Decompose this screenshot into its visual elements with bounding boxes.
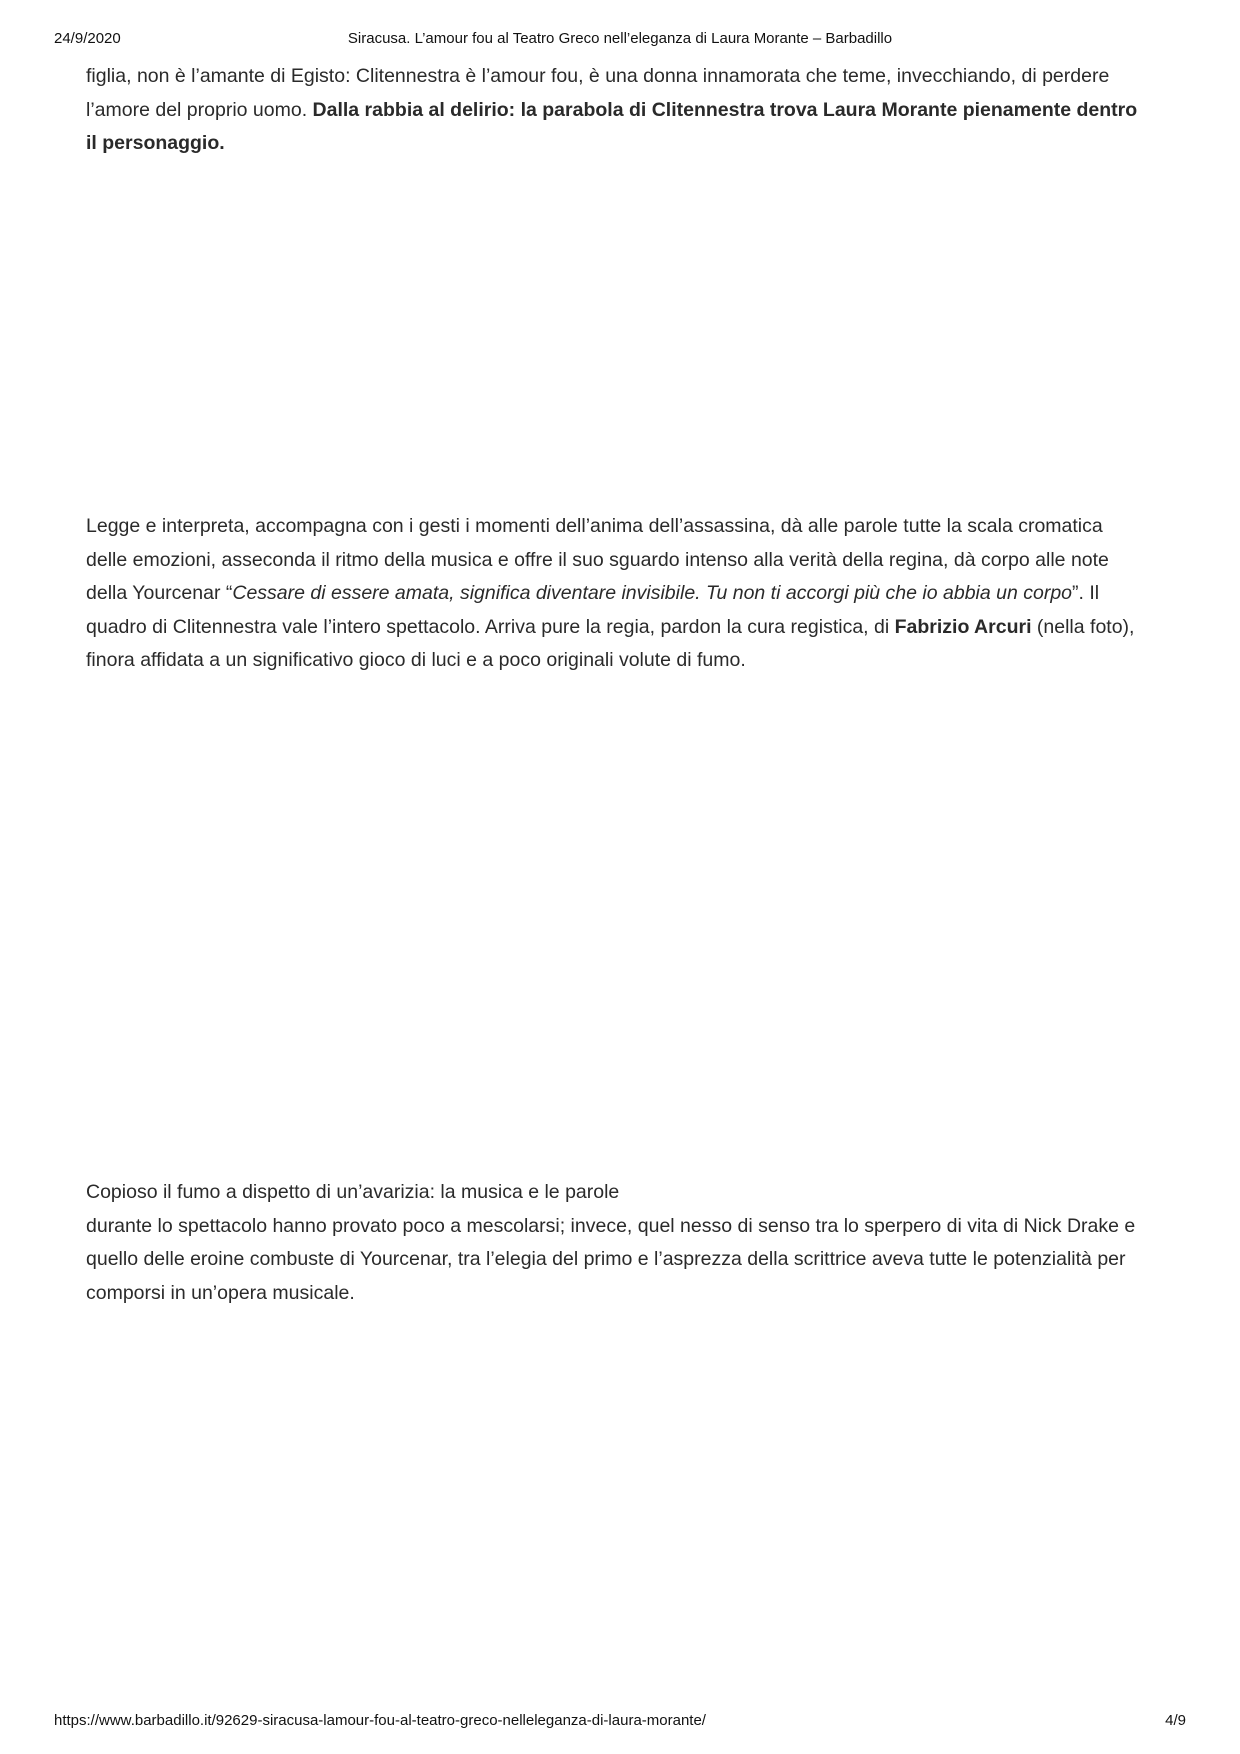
bold-name: Fabrizio Arcuri bbox=[894, 615, 1032, 638]
embedded-media-placeholder bbox=[86, 1320, 1146, 1680]
bold-text: Dalla rabbia al delirio: la parabola di Clitennestra trova Laura Morante pienamente dentro il personaggio. bbox=[86, 98, 1138, 154]
print-footer bbox=[54, 1712, 1186, 1734]
page-url: https://www.barbadillo.it/92629-siracusa-lamour-fou-al-teatro-greco-nelleleganza-di-laura-morante/ bbox=[54, 1712, 706, 1729]
paragraph-text: (nella foto), finora affidata a un significativo gioco di luci e a poco originali volute di fumo. bbox=[86, 615, 1135, 671]
paragraph-text: Legge e interpreta, accompagna con i gesti i momenti dell’anima dell’assassina, dà alle parole tutte la scala cromatica delle emozioni, asseconda il ritmo della musica e offre il suo sguardo intenso alla verità della regina, dà corpo alle note della Yourcenar “ bbox=[86, 515, 1109, 604]
print-date: 24/9/2020 bbox=[54, 30, 121, 47]
article-paragraph-1 bbox=[86, 60, 1146, 161]
paragraph-text: durante lo spettacolo hanno provato poco a mescolarsi; invece, quel nesso di senso tra lo sperpero di vita di Nick Drake e quello delle eroine combuste di Yourcenar, tra l’elegia del primo e l’asprezza della scrittrice aveva tutte le potenzialità per comporsi in un’opera musicale. bbox=[86, 1214, 1136, 1304]
page-number: 4/9 bbox=[1165, 1712, 1186, 1729]
paragraph-text: ”. Il quadro di Clitennestra vale l’intero spettacolo. Arriva pure la regia, pardon la cura registica, di bbox=[86, 582, 1100, 638]
page-title: Siracusa. L’amour fou al Teatro Greco nell’eleganza di Laura Morante – Barbadillo bbox=[347, 30, 893, 47]
italic-quote: Cessare di essere amata, significa diventare invisibile. Tu non ti accorgi più che io abbia un corpo bbox=[232, 582, 1073, 604]
embedded-image-placeholder bbox=[86, 690, 1146, 1150]
paragraph-text: figlia, non è l’amante di Egisto: Clitennestra è l’amour fou, è una donna innamorata che teme, invecchiando, di perdere l’amore del proprio uomo. bbox=[86, 65, 1110, 121]
embedded-media-placeholder bbox=[86, 170, 1146, 490]
article-paragraph-2 bbox=[86, 510, 1146, 678]
print-header bbox=[54, 30, 1186, 52]
paragraph-line: Copioso il fumo a dispetto di un’avarizia: la musica e le parole bbox=[86, 1181, 620, 1203]
article-paragraph-3 bbox=[86, 1176, 1146, 1310]
